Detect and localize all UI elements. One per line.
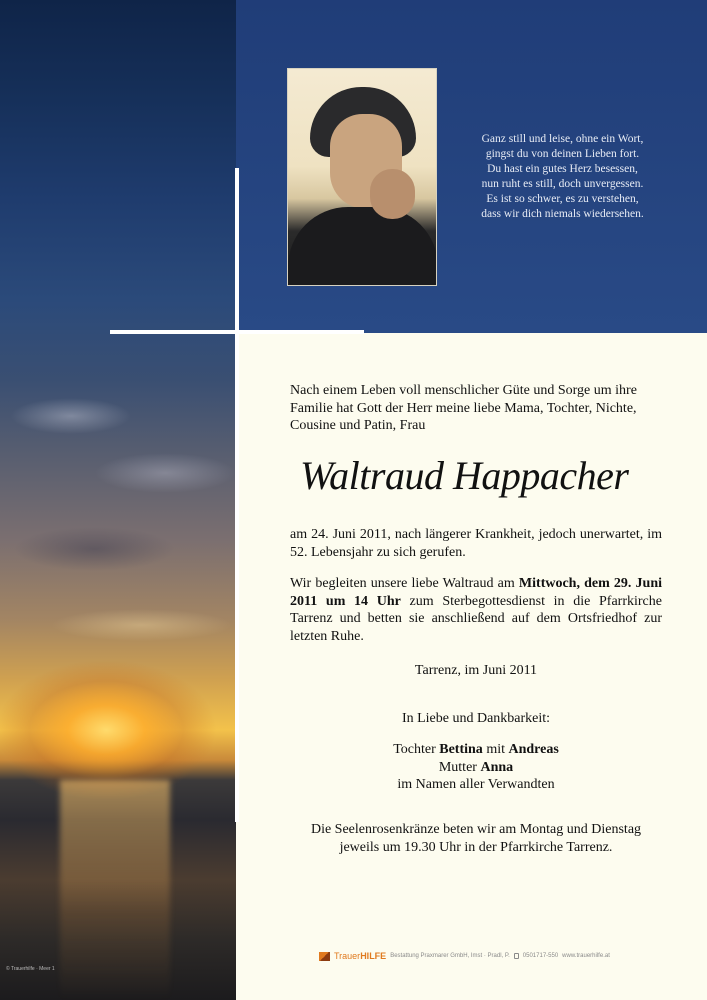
poem-line: dass wir dich niemals wiedersehen.	[481, 208, 644, 220]
place-date: Tarrenz, im Juni 2011	[414, 663, 538, 678]
sea-glint	[60, 780, 170, 1000]
portrait-body	[288, 207, 437, 286]
trauerhilfe-logo-icon	[319, 952, 330, 961]
footer	[319, 951, 610, 961]
portrait-photo	[287, 68, 437, 286]
poem	[455, 132, 670, 222]
phone-icon	[514, 953, 519, 959]
funeral-pre: Wir begleiten unsere liebe Waltraud am	[290, 576, 519, 591]
company-name: Bestattung Praxmarer GmbH, Imst · Pradl, P.	[390, 953, 510, 959]
poem-line: Es ist so schwer, es zu verstehen,	[486, 193, 639, 205]
signer-line-1	[290, 741, 662, 759]
poem-line: nun ruht es still, doch unvergessen.	[481, 178, 644, 190]
signers-block	[290, 741, 662, 794]
cross-vertical-bar	[235, 168, 239, 822]
website-link[interactable]: www.trauerhilfe.at	[562, 953, 610, 959]
funeral-date: Mittwoch, dem 29. Juni 2011 um 14 Uhr	[290, 576, 663, 609]
rosary-notice: Die Seelenrosenkränze beten wir am Montag und Dienstag jeweils um 19.30 Uhr in der Pfarrkirche Tarrenz.	[310, 822, 642, 855]
sunset-sea-photo	[0, 0, 236, 1000]
signer-line-3: im Namen aller Verwandten	[397, 777, 555, 792]
portrait-hand	[370, 169, 415, 219]
signer-name: Andreas	[508, 742, 559, 757]
poem-line: Ganz still und leise, ohne ein Wort,	[481, 133, 644, 145]
signer-name: Bettina	[439, 742, 483, 757]
thanks-line: In Liebe und Dankbarkeit:	[401, 711, 551, 726]
funeral-post: zum Sterbegottesdienst in die Pfarrkirche Tarrenz und betten sie anschließend auf dem Ortsfriedhof zur letzten Ruhe.	[290, 593, 662, 644]
intro-text: Nach einem Leben voll menschlicher Güte und Sorge um ihre Familie hat Gott der Herr meine liebe Mama, Tochter, Nichte, Cousine und Patin, Frau	[290, 383, 637, 433]
cross-horizontal-bar	[110, 330, 364, 334]
signer-prefix: Tochter	[393, 742, 440, 757]
funeral-notice	[290, 575, 662, 645]
poem-line: gingst du von deinen Lieben fort.	[485, 148, 640, 160]
signer-prefix: Mutter	[438, 759, 481, 775]
deceased-name: Waltraud Happacher	[300, 453, 629, 498]
intro-block	[290, 382, 662, 435]
poem-line: Du hast ein gutes Herz besessen,	[487, 163, 638, 175]
signer-name: Anna	[480, 759, 514, 775]
phone-number: 0501717-550	[522, 953, 559, 959]
clouds	[0, 340, 236, 720]
photo-credit: © Trauerhilfe · Meer 1	[6, 966, 55, 972]
signer-line-2	[290, 759, 662, 777]
brand-name: TrauerHILFE	[334, 951, 387, 961]
signer-connector: mit	[482, 742, 509, 757]
death-notice: am 24. Juni 2011, nach längerer Krankheit, jedoch unerwartet, im 52. Lebensjahr zu sich gerufen.	[290, 527, 662, 560]
